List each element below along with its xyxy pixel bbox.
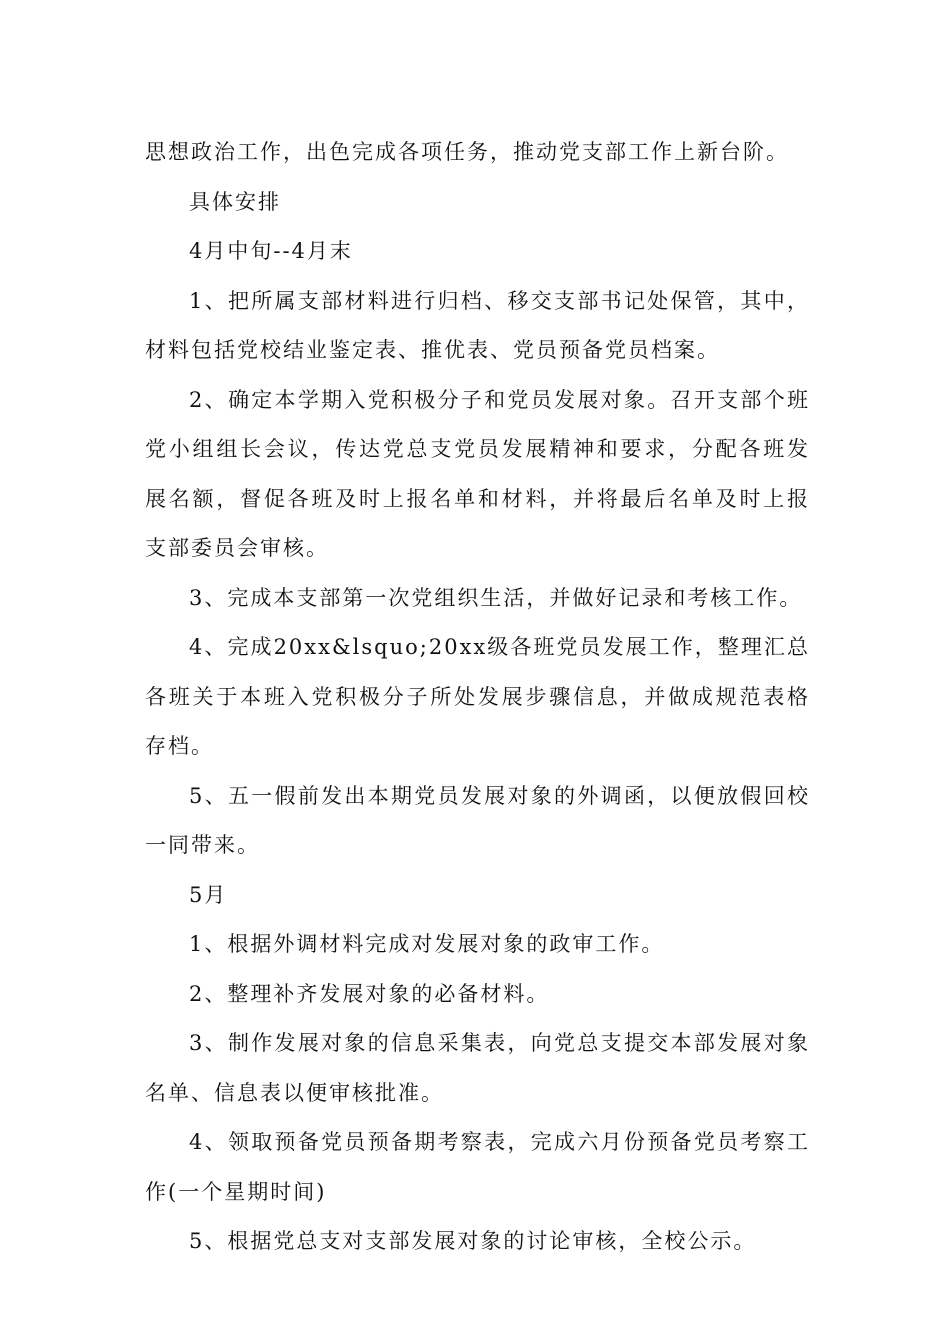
list-item: 4、领取预备党员预备期考察表，完成六月份预备党员考察工作(一个星期时间)	[145, 1130, 810, 1204]
period-heading: 5月	[189, 882, 228, 907]
list-item: 3、完成本支部第一次党组织生活，并做好记录和考核工作。	[189, 585, 803, 610]
document-body	[145, 128, 810, 1267]
list-item: 1、把所属支部材料进行归档、移交支部书记处保管，其中，材料包括党校结业鉴定表、推优表、党员预备党员档案。	[145, 288, 810, 362]
list-item: 3、制作发展对象的信息采集表，向党总支提交本部发展对象名单、信息表以便审核批准。	[145, 1031, 810, 1105]
list-item: 4、完成20xx&lsquo;20xx级各班党员发展工作，整理汇总各班关于本班入党积极分子所处发展步骤信息，并做成规范表格存档。	[145, 635, 810, 758]
list-item: 2、整理补齐发展对象的必备材料。	[189, 981, 550, 1006]
list-item: 2、确定本学期入党积极分子和党员发展对象。召开支部个班党小组组长会议，传达党总支党员发展精神和要求，分配各班发展名额，督促各班及时上报名单和材料，并将最后名单及时上报支部委员会审核。	[145, 387, 810, 560]
list-item: 5、根据党总支对支部发展对象的讨论审核，全校公示。	[189, 1229, 757, 1253]
list-item: 5、五一假前发出本期党员发展对象的外调函，以便放假回校一同带来。	[145, 783, 810, 857]
period-heading: 4月中旬--4月末	[189, 239, 353, 263]
paragraph: 思想政治工作，出色完成各项任务，推动党支部工作上新台阶。	[145, 140, 789, 164]
list-item: 1、根据外调材料完成对发展对象的政审工作。	[189, 932, 665, 956]
section-heading: 具体安排	[189, 189, 281, 214]
